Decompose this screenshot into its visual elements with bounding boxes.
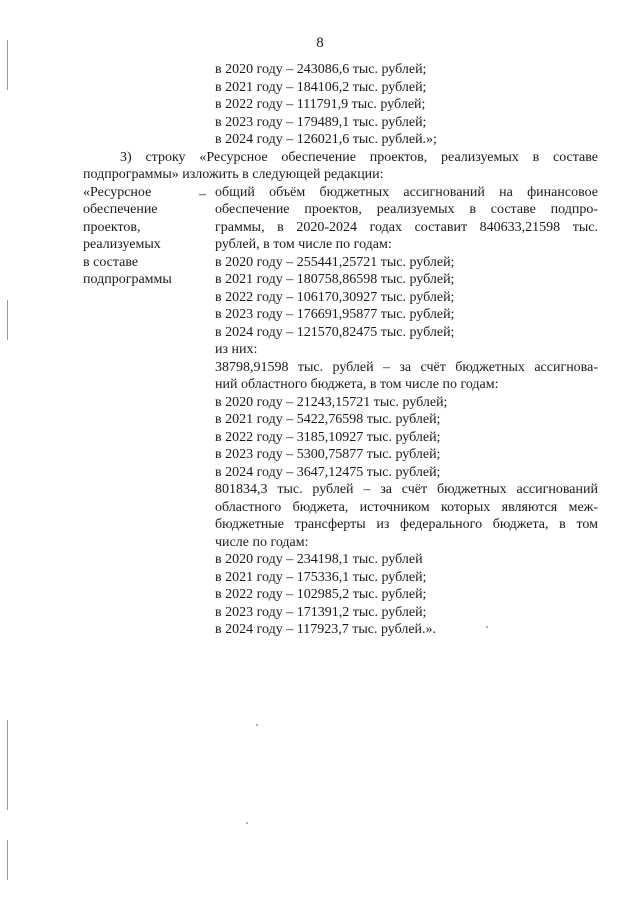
- scan-speck: [246, 822, 248, 824]
- regional-year-line: в 2020 году – 21243,15721 тыс. рублей;: [215, 395, 448, 410]
- federal-year-line: в 2021 году – 175336,1 тыс. рублей;: [215, 570, 427, 585]
- federal-line: 801834,3 тыс. рублей – за счёт бюджетных ассигнований: [215, 482, 598, 497]
- federal-line: числе по годам:: [215, 535, 309, 550]
- dash-separator: –: [199, 187, 206, 202]
- top-year-line: в 2023 году – 179489,1 тыс. рублей;: [215, 115, 427, 130]
- total-year-line: в 2021 году – 180758,86598 тыс. рублей;: [215, 272, 455, 287]
- federal-year-line: в 2020 году – 234198,1 тыс. рублей: [215, 552, 423, 567]
- total-line: граммы, в 2020-2024 годах составит 840633,21598 тыс.: [215, 220, 598, 235]
- scan-edge-mark: [7, 40, 8, 90]
- regional-year-line: в 2024 году – 3647,12475 тыс. рублей;: [215, 465, 441, 480]
- item3-line-1: 3) строку «Ресурсное обеспечение проектов, реализуемых в составе: [120, 150, 598, 165]
- total-year-line: в 2020 году – 255441,25721 тыс. рублей;: [215, 255, 455, 270]
- total-line: общий объём бюджетных ассигнований на финансовое: [215, 185, 598, 200]
- scan-edge-mark: [7, 720, 8, 810]
- total-line: обеспечение проектов, реализуемых в составе подпро-: [215, 202, 598, 217]
- regional-line: ний областного бюджета, в том числе по годам:: [215, 377, 499, 392]
- top-year-line: в 2021 году – 184106,2 тыс. рублей;: [215, 80, 427, 95]
- total-year-line: в 2022 году – 106170,30927 тыс. рублей;: [215, 290, 455, 305]
- federal-year-line: в 2024 году – 117923,7 тыс. рублей.».: [215, 622, 437, 637]
- top-year-line: в 2024 году – 126021,6 тыс. рублей.»;: [215, 132, 437, 147]
- regional-year-line: в 2022 году – 3185,10927 тыс. рублей;: [215, 430, 441, 445]
- left-label-line: обеспечение: [83, 202, 158, 217]
- of-them-label: из них:: [215, 342, 258, 357]
- federal-year-line: в 2023 году – 171391,2 тыс. рублей;: [215, 605, 427, 620]
- total-line: рублей, в том числе по годам:: [215, 237, 392, 252]
- federal-line: областного бюджета, источником которых являются меж-: [215, 500, 598, 515]
- scan-speck: [256, 724, 258, 726]
- item3-line-2: подпрограммы» изложить в следующей редакции:: [83, 167, 384, 182]
- regional-line: 38798,91598 тыс. рублей – за счёт бюджетных ассигнова-: [215, 360, 598, 375]
- left-label-line: проектов,: [83, 220, 141, 235]
- regional-year-line: в 2021 году – 5422,76598 тыс. рублей;: [215, 412, 441, 427]
- top-year-line: в 2022 году – 111791,9 тыс. рублей;: [215, 97, 426, 112]
- left-label-line: реализуемых: [83, 237, 161, 252]
- total-year-line: в 2023 году – 176691,95877 тыс. рублей;: [215, 307, 455, 322]
- scan-edge-mark: [7, 840, 8, 880]
- total-year-line: в 2024 году – 121570,82475 тыс. рублей;: [215, 325, 455, 340]
- left-label-line: в составе: [83, 255, 139, 270]
- scan-edge-mark: [7, 300, 8, 340]
- regional-year-line: в 2023 году – 5300,75877 тыс. рублей;: [215, 447, 441, 462]
- left-label-line: подпрограммы: [83, 272, 172, 287]
- top-year-line: в 2020 году – 243086,6 тыс. рублей;: [215, 62, 427, 77]
- scan-speck: [486, 626, 488, 628]
- left-label-line: «Ресурсное: [83, 185, 152, 200]
- federal-year-line: в 2022 году – 102985,2 тыс. рублей;: [215, 587, 427, 602]
- page-number: 8: [316, 35, 324, 51]
- federal-line: бюджетные трансферты из федерального бюджета, в том: [215, 517, 598, 532]
